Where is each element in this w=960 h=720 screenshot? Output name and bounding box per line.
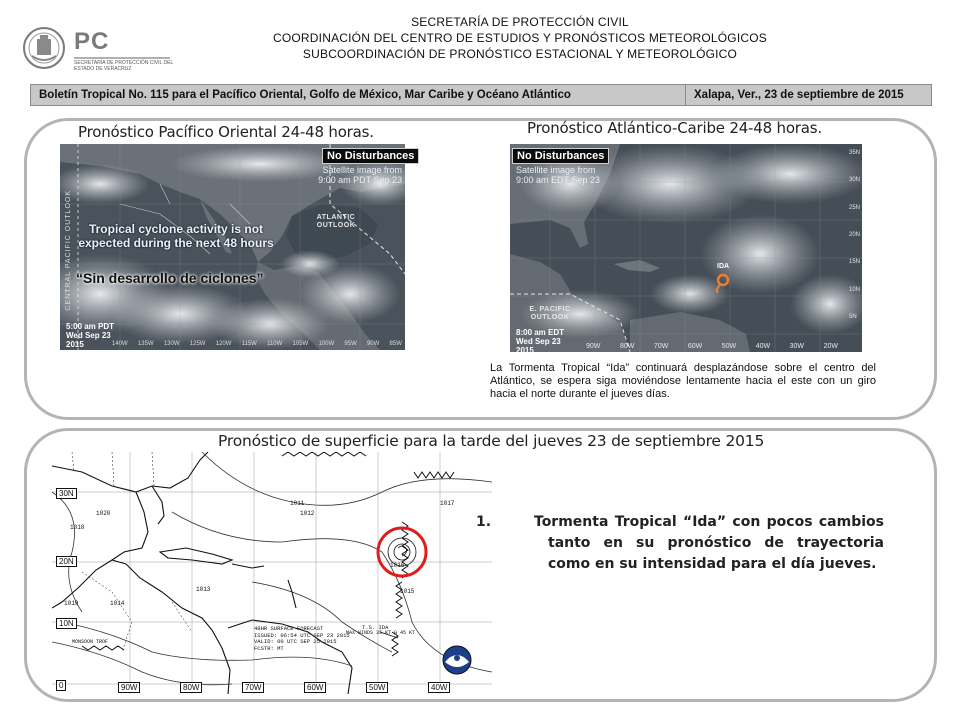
- latitude-label: 30N: [56, 488, 77, 499]
- pacific-no-disturbances-badge: No Disturbances: [322, 148, 419, 164]
- east-pacific-outlook-label: E. PACIFIC OUTLOOK: [529, 306, 571, 321]
- axis-label: 105W: [292, 341, 309, 347]
- isobar-label: 1015: [400, 588, 415, 595]
- axis-label: 15N: [849, 259, 861, 266]
- pacific-title: Pronóstico Pacífico Oriental 24-48 horas.: [78, 123, 374, 141]
- axis-label: 90W: [366, 341, 380, 347]
- bulletin-bar: [30, 84, 932, 106]
- atlantic-timestamp: 8:00 am EDT Wed Sep 23 2015: [516, 328, 565, 355]
- isobar-label: 1013: [196, 586, 211, 593]
- surface-forecast-item: [476, 512, 884, 575]
- axis-label: 35N: [849, 150, 861, 156]
- atlantic-longitude-labels: [586, 343, 838, 353]
- axis-label: 90W: [586, 343, 601, 350]
- surface-forecast-map: [52, 452, 492, 694]
- axis-label: 115W: [241, 341, 257, 347]
- pacific-activity-overlay: Tropical cyclone activity is not expected during the next 48 hours: [78, 222, 274, 250]
- header-line-1: SECRETARÍA DE PROTECCIÓN CIVIL: [411, 15, 629, 29]
- logo-rule: [74, 57, 170, 59]
- atlantic-no-disturbances-badge: No Disturbances: [512, 148, 609, 164]
- isobar-label: 1018: [70, 524, 85, 531]
- axis-label: 40W: [755, 343, 771, 350]
- latitude-label: 0: [56, 680, 66, 691]
- surface-storm-detail: MAX WINDS 35 KT G 45 KT: [346, 630, 416, 636]
- axis-label: 95W: [344, 341, 357, 347]
- axis-label: 135W: [137, 341, 154, 347]
- surface-map-text: 48HR SURFACE FORECAST ISSUED: 06:54 UTC SEP 23 2015 VALID: 00 UTC SEP 25 2015 FCSTR: MT: [254, 625, 350, 652]
- axis-label: 80W: [619, 343, 635, 350]
- header-line-2: COORDINACIÓN DEL CENTRO DE ESTUDIOS Y PRONÓSTICOS METEOROLÓGICOS: [273, 31, 767, 45]
- isobar-label: 1011: [290, 500, 305, 507]
- latitude-label: 10N: [56, 618, 77, 629]
- forecast-number: 1.: [476, 514, 492, 530]
- logo-subtext: SECRETARÍA DE PROTECCIÓN CIVIL DEL ESTADO DE VERACRUZ: [74, 60, 174, 72]
- isobar-label: 1016: [390, 562, 405, 569]
- bulletin-place-date: Xalapa, Ver., 23 de septiembre de 2015: [694, 89, 904, 101]
- axis-label: 20W: [823, 343, 838, 350]
- longitude-label: 80W: [180, 682, 202, 693]
- page-header: [250, 14, 790, 62]
- forecast-text: Tormenta Tropical “Ida” con pocos cambios tanto en su pronóstico de trayectoria como en su intensidad para el día jueves.: [534, 514, 884, 572]
- axis-label: 30N: [849, 177, 861, 184]
- surface-storm-label: T.S. IDA: [362, 624, 389, 631]
- noaa-logo-icon: [443, 646, 471, 674]
- pacific-longitude-labels: [112, 341, 402, 351]
- longitude-label: 70W: [242, 682, 264, 693]
- monsoon-trough-label: MONSOON TROF: [72, 639, 109, 645]
- axis-label: 70W: [653, 343, 669, 350]
- header-line-3: SUBCOORDINACIÓN DE PRONÓSTICO ESTACIONAL Y METEOROLÓGICO: [302, 47, 738, 61]
- atlantic-storm-description: La Tormenta Tropical “Ida” continuará desplazándose sobre el centro del Atlántico, se espera siga moviéndose lentamente hacia el este con un giro hacia el norte durante el jueves días.: [490, 362, 876, 400]
- logo-text: PC: [74, 28, 110, 55]
- axis-label: 120W: [215, 341, 232, 347]
- longitude-label: 50W: [366, 682, 388, 693]
- axis-label: 140W: [112, 341, 128, 347]
- bulletin-title: Boletín Tropical No. 115 para el Pacífico Oriental, Golfo de México, Mar Caribe y Océano Atlántico: [31, 85, 686, 105]
- axis-label: 100W: [318, 341, 335, 347]
- ida-label: IDA: [717, 263, 730, 270]
- atlantic-title: Pronóstico Atlántico-Caribe 24-48 horas.: [527, 119, 822, 137]
- isobar-label: 1012: [300, 510, 315, 517]
- isobar-label: 1017: [440, 500, 455, 507]
- no-development-caption: “Sin desarrollo de ciclones”: [76, 270, 264, 286]
- axis-label: 130W: [163, 341, 180, 347]
- logo: [22, 26, 172, 70]
- isobar-label: 1019: [64, 600, 79, 607]
- axis-label: 25N: [849, 204, 861, 211]
- longitude-label: 60W: [304, 682, 326, 693]
- isobar-label: 1020: [96, 510, 111, 517]
- longitude-label: 40W: [428, 682, 450, 693]
- longitude-label: 90W: [118, 682, 140, 693]
- axis-label: 50W: [721, 343, 737, 350]
- axis-label: 110W: [267, 341, 283, 347]
- axis-label: 5N: [849, 313, 857, 320]
- axis-label: 125W: [189, 341, 206, 347]
- latitude-label: 20N: [56, 556, 77, 567]
- atlantic-outlook-label: ATLANTIC OUTLOOK: [316, 214, 356, 229]
- isobar-label: 1014: [110, 600, 125, 607]
- pacific-timestamp: 5:00 am PDT Wed Sep 23 2015: [66, 322, 115, 349]
- axis-label: 30W: [789, 343, 805, 350]
- axis-label: 10N: [849, 286, 861, 293]
- axis-label: 60W: [687, 343, 703, 350]
- axis-label: 20N: [849, 231, 861, 238]
- surface-map-graphic: [52, 452, 492, 694]
- central-pacific-label: CENTRAL PACIFIC OUTLOOK: [65, 190, 72, 311]
- axis-label: 85W: [389, 341, 402, 347]
- atlantic-image-note: Satellite image from 9:00 am EDT Sep 23: [516, 165, 600, 185]
- state-seal-icon: [22, 26, 66, 70]
- atlantic-latitude-labels: [849, 150, 861, 320]
- pacific-image-note: Satellite image from 9:00 am PDT Sep 23: [318, 165, 402, 185]
- surface-title: Pronóstico de superficie para la tarde del jueves 23 de septiembre 2015: [218, 432, 765, 450]
